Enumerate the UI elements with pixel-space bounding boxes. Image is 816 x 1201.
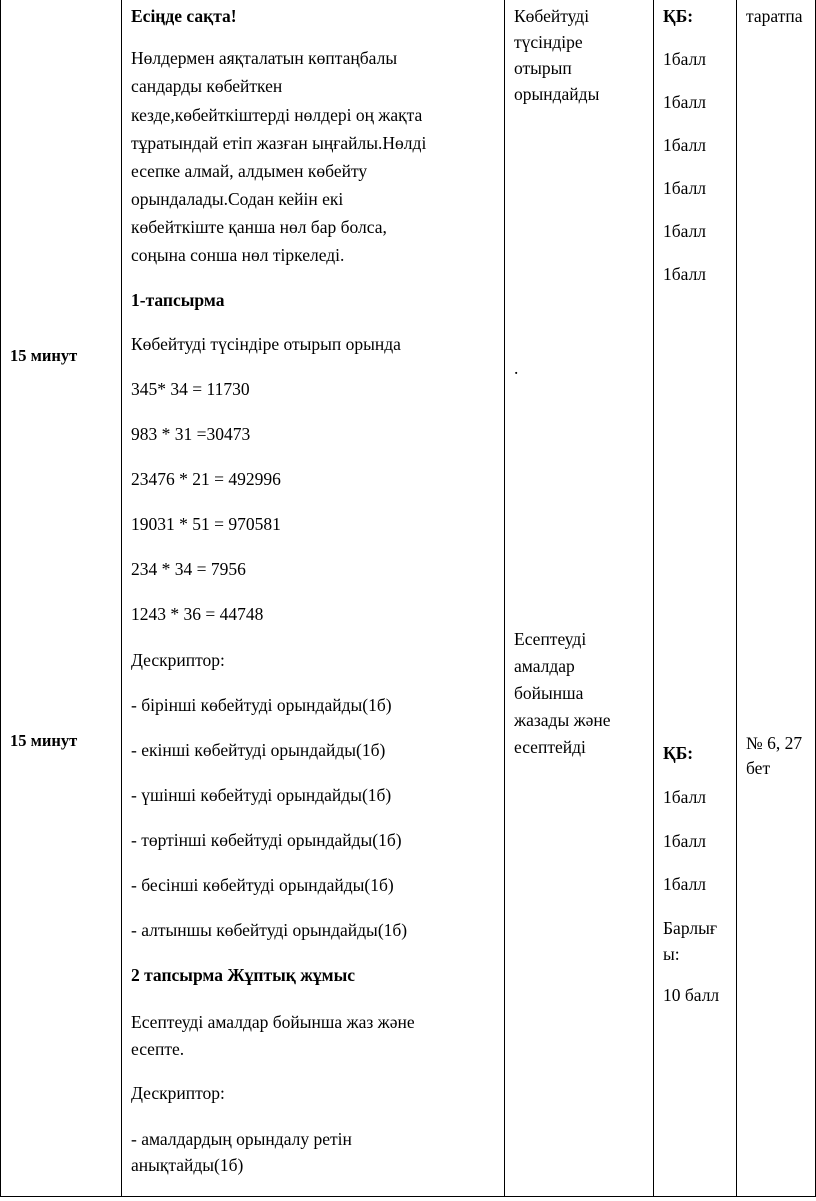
task2-title: 2 тапсырма Жұптық жұмыс — [131, 965, 356, 985]
task1-example: 983 * 31 =30473 — [131, 424, 251, 444]
task1-descriptor: - алтыншы көбейтуді орындайды(1б) — [131, 920, 408, 940]
column-divider-3 — [653, 0, 654, 1197]
task2-descriptor-line: анықтайды(1б) — [131, 1155, 244, 1175]
table-border-bottom — [0, 1196, 816, 1197]
column-divider-4 — [736, 0, 737, 1197]
task2-instruction-line: есепте. — [131, 1039, 185, 1059]
task1-example: 234 * 34 = 7956 — [131, 559, 246, 579]
remember-heading: Есіңде сақта! — [131, 6, 237, 26]
task1-title: 1-тапсырма — [131, 290, 225, 310]
task1-descriptor: - екінші көбейтуді орындайды(1б) — [131, 740, 386, 760]
task2-instruction-line: Есептеуді амалдар бойынша жаз және — [131, 1012, 415, 1032]
task1-instruction: Көбейтуді түсіндіре отырып орында — [131, 334, 401, 354]
assessment-point: 1балл — [663, 787, 707, 807]
resource-textbook: № 6, 27 — [746, 733, 803, 753]
resource-textbook: бет — [746, 758, 771, 778]
rule-line: соңына сонша нөл тіркеледі. — [131, 245, 345, 265]
assessment-label: ҚБ: — [663, 6, 694, 26]
rule-line: Нөлдермен аяқталатын көптаңбалы — [131, 48, 398, 68]
activity-line: Көбейтуді — [514, 6, 590, 26]
task1-descriptor: - үшінші көбейтуді орындайды(1б) — [131, 785, 392, 805]
assessment-point: 1балл — [663, 135, 707, 155]
task2-descriptor-line: - амалдардың орындалу ретін — [131, 1129, 352, 1149]
task1-example: 1243 * 36 = 44748 — [131, 604, 264, 624]
activity-line: есептейді — [514, 737, 586, 757]
activity-line: амалдар — [514, 656, 575, 676]
time-second: 15 минут — [10, 731, 78, 750]
assessment-total-label: ы: — [663, 944, 680, 964]
assessment-point: 1балл — [663, 831, 707, 851]
assessment-label: ҚБ: — [663, 743, 694, 763]
task1-descriptor: - төртінші көбейтуді орындайды(1б) — [131, 830, 402, 850]
table-border-left — [0, 0, 1, 1197]
rule-line: тұратындай етіп жазған ыңғайлы.Нөлді — [131, 133, 427, 153]
activity-line: орындайды — [514, 84, 600, 104]
task1-example: 23476 * 21 = 492996 — [131, 469, 281, 489]
time-first: 15 минут — [10, 346, 78, 365]
task1-example: 19031 * 51 = 970581 — [131, 514, 281, 534]
resource-handout: таратпа — [746, 6, 803, 26]
assessment-point: 1балл — [663, 92, 707, 112]
activity-line: түсіндіре — [514, 32, 583, 52]
task1-example: 345* 34 = 11730 — [131, 379, 250, 399]
assessment-point: 1балл — [663, 874, 707, 894]
rule-line: орындалады.Содан кейін екі — [131, 189, 344, 209]
activity-line: Есептеуді — [514, 629, 587, 649]
task1-descriptor: - бесінші көбейтуді орындайды(1б) — [131, 875, 394, 895]
column-divider-1 — [121, 0, 122, 1197]
activity-line: жазады және — [514, 710, 611, 730]
rule-line: кезде,көбейткіштерді нөлдері оң жақта — [131, 105, 423, 125]
assessment-point: 1балл — [663, 49, 707, 69]
task2-descriptor-label: Дескриптор: — [131, 1083, 225, 1103]
assessment-total-value: 10 балл — [663, 985, 720, 1005]
assessment-total-label: Барлығ — [663, 918, 718, 938]
activity-line: отырып — [514, 58, 572, 78]
rule-line: көбейткіште қанша нөл бар болса, — [131, 217, 387, 237]
column-divider-2 — [504, 0, 505, 1197]
assessment-point: 1балл — [663, 221, 707, 241]
activity-dot: . — [514, 358, 519, 378]
task1-descriptor: - бірінші көбейтуді орындайды(1б) — [131, 695, 392, 715]
task1-descriptor-label: Дескриптор: — [131, 650, 225, 670]
activity-line: бойынша — [514, 683, 584, 703]
assessment-point: 1балл — [663, 178, 707, 198]
rule-line: сандарды көбейткен — [131, 76, 283, 96]
rule-line: есепке алмай, алдымен көбейту — [131, 161, 368, 181]
assessment-point: 1балл — [663, 264, 707, 284]
